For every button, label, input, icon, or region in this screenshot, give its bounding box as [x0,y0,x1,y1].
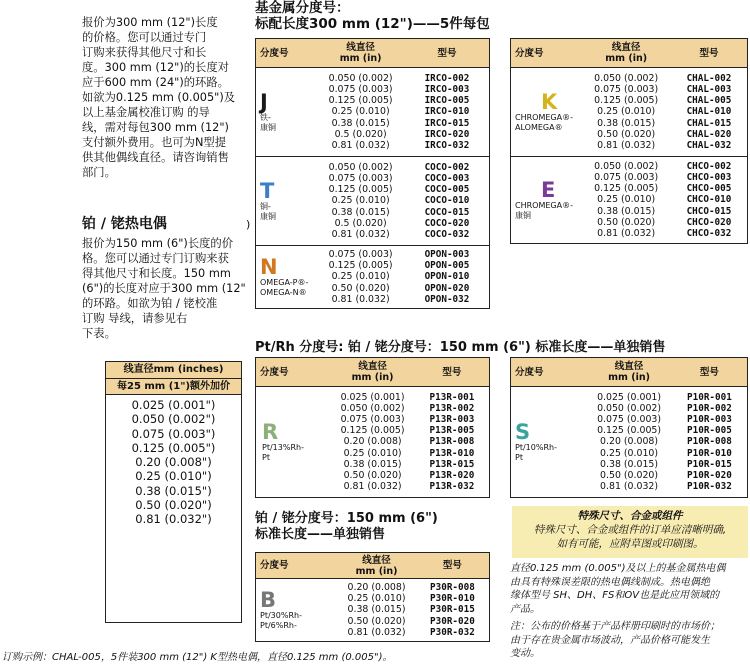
type-symbol: E [541,178,556,202]
model-list: P13R-001 P13R-002 P13R-003 P13R-005 P13R-008 P13R-010 P13R-015 P13R-020 P13R-032 [429,391,475,493]
diameter-list: 0.050 (0.002) 0.075 (0.003) 0.125 (0.005) 0.25 (0.010) 0.38 (0.015) 0.5 (0.020) 0.81 (0.032) [316,157,405,246]
length-box-subheader: 每25 mm (1")额外加价 [106,379,241,395]
type-symbol: K [541,90,558,114]
table-row [256,579,490,642]
table-row [256,68,490,157]
diameter-list: 0.025 (0.001) 0.050 (0.002) 0.075 (0.003) 0.125 (0.005) 0.20 (0.008) 0.25 (0.010) 0.38 (0.015) 0.50 (0.020) 0.81 (0.032) [340,391,405,493]
note-price: 注：公布的价格基于产品样册印刷时的市场价； 由于存在贵金属市场波动，产品价格可能发生 变动。 [510,621,720,659]
type-symbol: T [260,179,275,203]
diameter-list: 0.075 (0.003) 0.125 (0.005) 0.25 (0.010) 0.50 (0.020) 0.81 (0.032) [328,248,393,305]
diameter-list: 0.050 (0.002) 0.075 (0.003) 0.125 (0.005) 0.25 (0.010) 0.38 (0.015) 0.5 (0.020) 0.81 (0.032) [316,68,405,157]
diameter-list: 0.20 (0.008) 0.25 (0.010) 0.38 (0.015) 0.50 (0.020) 0.81 (0.032) [347,581,406,638]
type-symbol: S [515,420,531,444]
col-header-diameter: 线直径 mm (in) [330,358,415,387]
intro-paragraph: 报价为300 mm (12")长度 的价格。您可以通过专门 订购来获得其他尺寸和长 度。300 mm (12")的长度对 应于600 mm (24")的环路。 如欲为0.125 mm (0.005")及 以上基金属校准订购 的导 线，需对每包300 mm (12") 支付额外费用。也可为N型提 供其他偶线直径。请咨询销售 部门。 [82,16,236,179]
col-header-type: 分度号 [511,358,587,387]
paren: ) [246,218,251,231]
note-base-metal: 直径0.125 mm (0.005")及以上的基金属热电偶 由具有特殊误差限的热电偶线制成。热电偶绝 缘体型号 SH、DH、FS和OV也是此应用领域的 产品。 [510,563,726,615]
type-name: Pt/13%Rh- Pt [262,443,304,462]
base-metal-table-left [255,38,490,309]
model-list: IRCO-002 IRCO-003 IRCO-005 IRCO-010 IRCO-015 IRCO-020 IRCO-032 [405,68,490,157]
model-list: CHCO-002 CHCO-003 CHCO-005 CHCO-010 CHCO-015 CHCO-020 CHCO-032 [686,160,732,239]
model-list: P30R-008 P30R-010 P30R-015 P30R-020 P30R-032 [430,581,475,638]
col-header-type: 分度号 [256,553,338,579]
col-header-diameter: 线直径 mm (in) [337,553,416,579]
special-title: 特殊尺寸、合金或组件 [577,510,683,522]
col-header-diameter: 线直径 mm (in) [581,39,671,68]
model-list: CHAL-002 CHAL-003 CHAL-005 CHAL-010 CHAL-015 CHAL-020 CHAL-032 [671,68,748,157]
col-header-model: 型号 [672,358,748,387]
type-symbol: N [260,255,278,279]
type-name: CHROMEGA®- 康铜 [515,201,573,220]
model-list: OPON-003 OPON-005 OPON-010 OPON-020 OPON-032 [424,248,470,305]
b-type-table [255,552,490,642]
col-header-model: 型号 [415,358,490,387]
type-name: Pt/30%Rh- Pt/6%Rh- [260,611,302,630]
diameter-list: 0.050 (0.002) 0.075 (0.003) 0.125 (0.005) 0.25 (0.010) 0.38 (0.015) 0.50 (0.020) 0.81 (0.032) [581,68,671,157]
col-header-model: 型号 [416,553,490,579]
special-order-box [512,506,748,558]
type-name: Pt/10%Rh- Pt [515,443,557,462]
diameter-list: 0.050 (0.002) 0.075 (0.003) 0.125 (0.005) 0.25 (0.010) 0.38 (0.015) 0.50 (0.020) 0.81 (0.032) [594,160,659,239]
col-header-type: 分度号 [256,39,317,68]
special-body: 特殊尺寸、合金或组件的订单应清晰明确, 如有可能，应附草图或印刷图。 [533,524,727,550]
pt-rh-section-heading: Pt/Rh 分度号: 铂 / 铑分度号：150 mm (6") 标准长度——单独销售 [255,340,666,355]
type-name: 铜- 康铜 [260,202,276,221]
base-metal-heading: 基金属分度号： 标配长度300 mm (12")——5件每包 [255,0,490,32]
type-symbol: J [260,90,268,114]
type-symbol: R [262,420,279,444]
s-type-table [510,357,748,498]
type-symbol: B [260,588,277,612]
base-metal-table-right [510,38,748,244]
col-header-diameter: 线直径 mm (in) [316,39,405,68]
col-header-model: 型号 [405,39,490,68]
col-header-model: 型号 [671,39,748,68]
pt-rh-heading: 铂 / 铑热电偶 [82,216,167,232]
col-header-type: 分度号 [511,39,582,68]
length-box-header: 线直径mm (inches) [106,362,241,379]
col-header-diameter: 线直径 mm (in) [586,358,672,387]
order-example: 订购示例：CHAL-005，5件装300 mm (12") K型热电偶，直径0.125 mm (0.005")。 [2,652,393,663]
table-row [256,387,490,498]
r-type-table [255,357,490,498]
table-row [511,387,748,498]
b-section-heading: 铂 / 铑分度号：150 mm (6") 标准长度——单独销售 [255,511,438,542]
length-box-values: 0.025 (0.001") 0.050 (0.002") 0.075 (0.003") 0.125 (0.005") 0.20 (0.008") 0.25 (0.010") 0.38 (0.015") 0.50 (0.020") 0.81 (0.032") [131,398,216,527]
table-row [256,157,490,246]
extra-length-price-box [105,361,242,623]
table-row [511,157,748,244]
pt-rh-paragraph: 报价为150 mm (6")长度的价 格。您可以通过专门订购来获 得其他尺寸和长度。150 mm (6")的长度对应于300 mm (12" 的环路。如欲为铂 / 铑校准 订购 导线，请参见右 下表。 [82,237,246,340]
type-name: 铁- 康铜 [260,113,276,132]
type-name: CHROMEGA®- ALOMEGA® [515,113,573,132]
type-name: OMEGA-P®- OMEGA-N® [260,278,309,297]
col-header-type: 分度号 [256,358,331,387]
table-row [256,246,490,309]
model-list: COCO-002 COCO-003 COCO-005 COCO-010 COCO-015 COCO-020 COCO-032 [405,157,490,246]
diameter-list: 0.025 (0.001) 0.050 (0.002) 0.075 (0.003) 0.125 (0.005) 0.20 (0.008) 0.25 (0.010) 0.38 (0.015) 0.50 (0.020) 0.81 (0.032) [597,391,662,493]
table-row [511,68,748,157]
model-list: P10R-001 P10R-002 P10R-003 P10R-005 P10R-008 P10R-010 P10R-015 P10R-020 P10R-032 [687,391,732,493]
